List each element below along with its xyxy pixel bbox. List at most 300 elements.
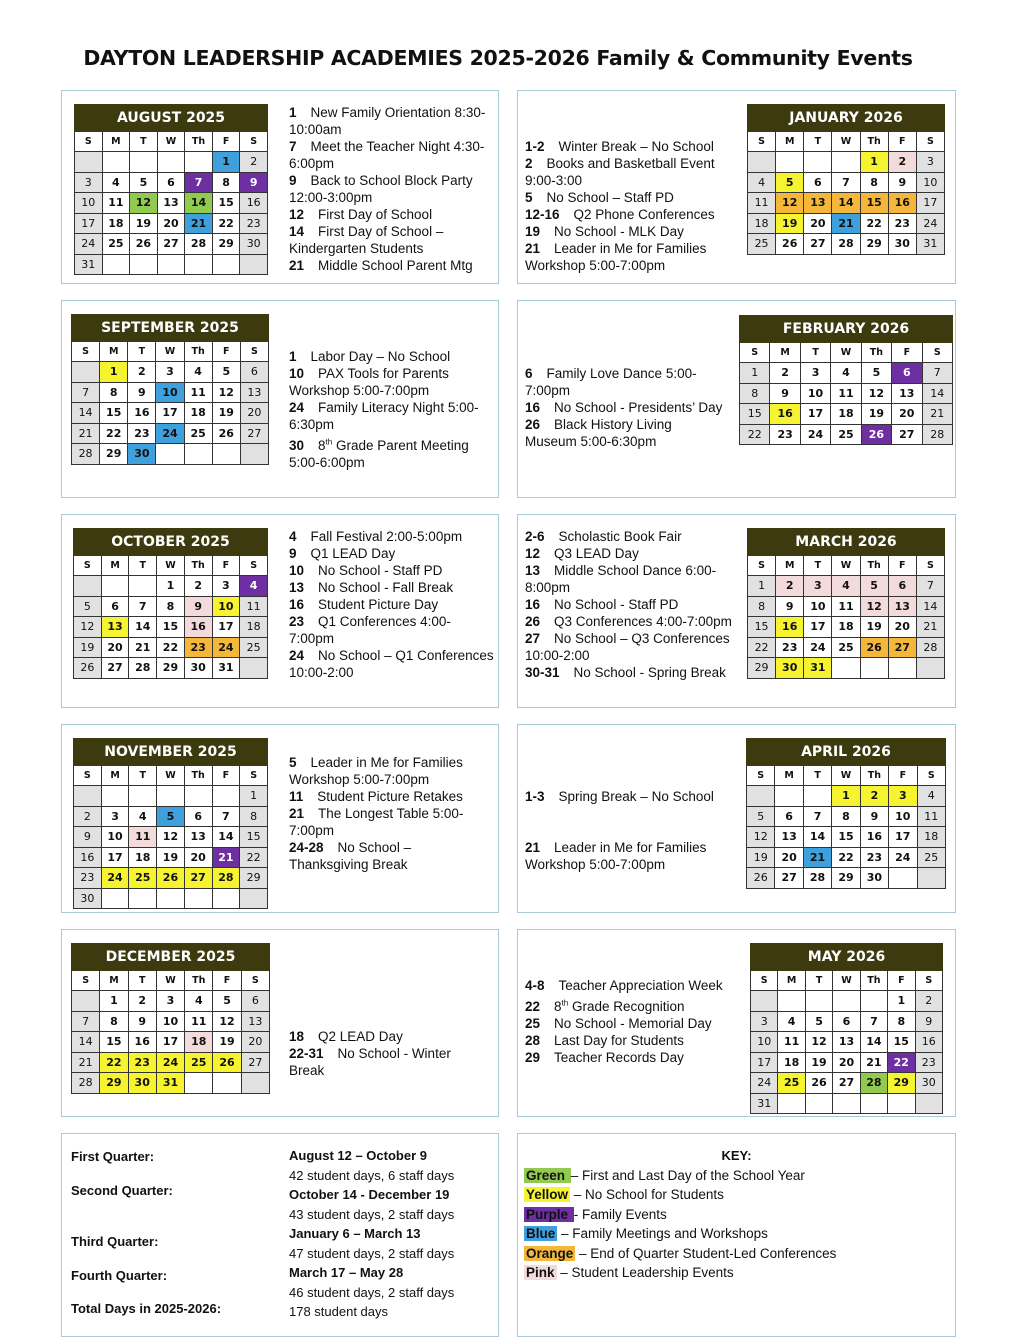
empty-cell	[212, 786, 240, 807]
day-cell: 1	[832, 786, 860, 807]
event-date: 27	[525, 631, 541, 646]
day-cell: 17	[212, 617, 240, 638]
empty-cell	[101, 786, 129, 807]
event-date: 2-6	[525, 529, 545, 544]
event-text: No School - MLK Day	[554, 224, 684, 239]
event-item	[289, 613, 494, 647]
day-cell: 1	[240, 786, 268, 807]
day-cell: 18	[778, 1052, 805, 1073]
empty-cell	[184, 888, 212, 909]
weekday-label: T	[800, 343, 830, 363]
event-item	[525, 839, 740, 873]
event-text: Fall Festival 2:00-5:00pm	[310, 529, 463, 544]
day-cell: 14	[803, 827, 831, 848]
day-cell: 13	[241, 1011, 269, 1032]
event-item	[289, 1045, 479, 1079]
day-cell: 17	[804, 617, 832, 638]
day-cell: 4	[102, 172, 130, 193]
weekday-label: S	[740, 343, 770, 363]
event-date: 26	[525, 417, 541, 432]
day-cell: 14	[832, 193, 860, 214]
day-cell: 30	[128, 444, 156, 465]
event-item	[525, 416, 725, 450]
day-cell: 23	[860, 847, 888, 868]
event-text: No School - Memorial Day	[554, 1015, 712, 1031]
key-desc: - Family Events	[573, 1206, 667, 1222]
day-cell: 15	[740, 404, 770, 425]
quarter-days: 46 student days, 2 staff days	[289, 1284, 455, 1300]
day-cell: 16	[128, 1032, 156, 1053]
empty-cell	[185, 1073, 213, 1094]
empty-cell	[917, 868, 945, 889]
day-cell: 26	[157, 868, 185, 889]
event-text: Q2 Phone Conferences	[573, 207, 715, 222]
weekday-label: F	[212, 132, 240, 152]
key-desc: – Student Leadership Events	[556, 1265, 734, 1280]
empty-cell	[805, 1093, 832, 1114]
day-cell: 21	[860, 1052, 887, 1073]
day-cell: 8	[888, 1011, 915, 1032]
empty-cell	[240, 444, 268, 465]
day-cell: 29	[240, 868, 268, 889]
day-cell: 17	[800, 404, 830, 425]
day-cell: 27	[157, 234, 185, 255]
empty-cell	[157, 888, 185, 909]
day-cell: 26	[860, 637, 888, 658]
day-cell: 24	[156, 423, 184, 444]
key-swatch: Blue	[526, 1226, 556, 1241]
day-cell: 16	[128, 403, 156, 424]
event-item	[525, 138, 735, 155]
event-text: Family Love Dance 5:00-7:00pm	[525, 366, 697, 398]
quarter-label: First Quarter:	[71, 1149, 155, 1164]
event-date: 6	[525, 366, 533, 381]
weekday-label: W	[832, 556, 860, 576]
weekday-label: W	[156, 971, 184, 991]
empty-cell	[213, 1073, 241, 1094]
day-cell: 2	[128, 362, 156, 383]
day-cell: 26	[213, 1052, 241, 1073]
day-cell: 13	[888, 596, 916, 617]
event-item	[525, 206, 735, 223]
event-text: Leader in Me for Families Workshop 5:00-7:00pm	[525, 840, 707, 872]
day-cell: 20	[833, 1052, 860, 1073]
day-cell: 1	[748, 576, 776, 597]
day-cell: 11	[748, 193, 776, 214]
day-cell: 18	[917, 827, 945, 848]
day-cell: 14	[922, 383, 952, 404]
day-cell: 2	[240, 152, 268, 173]
day-cell: 9	[770, 383, 800, 404]
day-cell: 5	[213, 991, 241, 1012]
quarter-values	[289, 1146, 489, 1322]
event-text: Middle School Parent Mtg	[318, 258, 473, 273]
day-cell: 16	[74, 847, 102, 868]
event-date: 1	[289, 349, 297, 364]
day-cell: 25	[778, 1073, 805, 1094]
events-november	[289, 754, 494, 873]
event-text: No School - Staff PD	[318, 563, 443, 578]
event-text: Books and Basketball Event 9:00-3:00	[525, 156, 715, 188]
day-cell: 15	[100, 403, 128, 424]
day-cell: 23	[74, 868, 102, 889]
weekday-label: W	[157, 132, 185, 152]
weekday-label: S	[74, 766, 102, 786]
day-cell: 11	[129, 827, 157, 848]
empty-cell	[102, 254, 130, 275]
day-cell: 8	[100, 1011, 128, 1032]
empty-cell	[102, 152, 130, 173]
weekday-label: M	[102, 132, 130, 152]
weekday-label: F	[892, 343, 922, 363]
weekday-label: Th	[860, 766, 888, 786]
calendar-august	[74, 104, 268, 275]
quarter-days: 178 student days	[289, 1304, 389, 1319]
month-name: SEPTEMBER 2025	[72, 315, 269, 342]
event-text: Family Literacy Night 5:00-6:30pm	[289, 400, 479, 432]
weekday-label: M	[100, 971, 128, 991]
day-cell: 9	[915, 1011, 942, 1032]
day-cell: 29	[100, 1073, 128, 1094]
event-item	[525, 399, 725, 416]
day-cell: 24	[800, 424, 830, 445]
event-item	[525, 596, 740, 613]
weekday-label: M	[776, 556, 804, 576]
quarter-days: 42 student days, 6 staff days	[289, 1167, 455, 1183]
event-date: 1-2	[525, 139, 545, 154]
event-date: 13	[525, 563, 541, 578]
day-cell: 17	[75, 213, 103, 234]
day-cell: 5	[861, 363, 891, 384]
day-cell: 22	[240, 847, 268, 868]
event-date: 21	[525, 840, 541, 855]
page-title: DAYTON LEADERSHIP ACADEMIES 2025-2026 Family & Community Events	[83, 46, 913, 70]
event-text: No School - Staff PD	[554, 597, 679, 612]
day-cell: 12	[861, 383, 891, 404]
day-cell: 1	[860, 152, 888, 173]
event-date: 30	[289, 437, 305, 453]
day-cell: 9	[74, 827, 102, 848]
empty-cell	[803, 786, 831, 807]
day-cell: 16	[776, 617, 804, 638]
event-item	[525, 528, 740, 545]
weekday-label: S	[748, 556, 776, 576]
day-cell: 24	[212, 637, 240, 658]
day-cell: 7	[922, 363, 952, 384]
event-item	[525, 977, 735, 994]
day-cell: 22	[212, 213, 240, 234]
empty-cell	[889, 868, 917, 889]
day-cell: 18	[129, 847, 157, 868]
empty-cell	[833, 1093, 860, 1114]
calendar-january	[747, 104, 945, 255]
event-date: 12	[289, 207, 305, 222]
event-item	[289, 206, 489, 223]
event-text: Leader in Me for Families Workshop 5:00-7:00pm	[289, 755, 463, 787]
day-cell: 7	[803, 806, 831, 827]
event-text: 8th Grade Parent Meeting 5:00-6:00pm	[289, 437, 469, 470]
day-cell: 10	[156, 1011, 184, 1032]
day-cell: 19	[212, 403, 240, 424]
day-cell: 21	[185, 213, 213, 234]
event-date: 4-8	[525, 978, 545, 993]
day-cell: 8	[860, 172, 888, 193]
event-date: 5	[525, 190, 533, 205]
event-text: Spring Break – No School	[558, 789, 714, 804]
color-key	[524, 1146, 949, 1283]
events-september	[289, 348, 494, 471]
day-cell: 13	[775, 827, 803, 848]
day-cell: 1	[100, 362, 128, 383]
event-item	[289, 579, 494, 596]
event-text: Labor Day – No School	[310, 349, 451, 364]
day-cell: 20	[240, 403, 268, 424]
empty-cell	[778, 1093, 805, 1114]
day-cell: 21	[72, 423, 100, 444]
event-date: 10	[289, 563, 305, 578]
day-cell: 14	[916, 596, 944, 617]
day-cell: 25	[185, 1052, 213, 1073]
events-january	[525, 138, 735, 274]
day-cell: 31	[916, 234, 944, 255]
day-cell: 30	[888, 234, 916, 255]
day-cell: 23	[888, 213, 916, 234]
event-date: 4	[289, 529, 297, 544]
day-cell: 5	[74, 596, 102, 617]
day-cell: 11	[240, 596, 268, 617]
day-cell: 29	[860, 234, 888, 255]
weekday-label: F	[889, 766, 917, 786]
day-cell: 18	[184, 403, 212, 424]
empty-cell	[156, 444, 184, 465]
day-cell: 24	[804, 637, 832, 658]
day-cell: 2	[915, 991, 942, 1012]
weekday-label: Th	[860, 971, 887, 991]
empty-cell	[157, 152, 185, 173]
day-cell: 19	[805, 1052, 832, 1073]
day-cell: 26	[776, 234, 804, 255]
key-item	[524, 1205, 949, 1225]
empty-cell	[915, 1093, 942, 1114]
event-text: Q1 Conferences 4:00-7:00pm	[289, 614, 451, 646]
event-date: 26	[525, 614, 541, 629]
weekday-label: T	[130, 132, 158, 152]
day-cell: 17	[916, 193, 944, 214]
empty-cell	[185, 152, 213, 173]
key-swatch: Orange	[526, 1245, 574, 1261]
day-cell: 8	[748, 596, 776, 617]
weekday-label: W	[832, 766, 860, 786]
weekday-label: S	[240, 766, 268, 786]
day-cell: 25	[917, 847, 945, 868]
event-item	[289, 545, 494, 562]
weekday-label: T	[128, 971, 156, 991]
day-cell: 23	[915, 1052, 942, 1073]
empty-cell	[184, 444, 212, 465]
empty-cell	[860, 1093, 887, 1114]
day-cell: 5	[860, 576, 888, 597]
day-cell: 18	[748, 213, 776, 234]
event-text: Leader in Me for Families Workshop 5:00-7:00pm	[525, 241, 707, 273]
day-cell: 18	[185, 1032, 213, 1053]
day-cell: 29	[100, 444, 128, 465]
event-date: 2	[525, 156, 533, 171]
day-cell: 27	[775, 868, 803, 889]
event-item	[525, 365, 725, 399]
day-cell: 2	[74, 806, 102, 827]
day-cell: 23	[128, 423, 156, 444]
weekday-label: Th	[860, 556, 888, 576]
key-desc: – Family Meetings and Workshops	[557, 1226, 768, 1241]
event-spacer	[525, 805, 740, 839]
event-date: 21	[525, 241, 541, 256]
day-cell: 6	[240, 362, 268, 383]
day-cell: 4	[778, 1011, 805, 1032]
day-cell: 31	[156, 1073, 184, 1094]
event-text: Q3 LEAD Day	[554, 546, 639, 561]
empty-cell	[129, 786, 157, 807]
weekday-label: F	[888, 556, 916, 576]
day-cell: 2	[128, 991, 156, 1012]
day-cell: 1	[740, 363, 770, 384]
event-date: 21	[289, 258, 305, 273]
day-cell: 9	[860, 806, 888, 827]
day-cell: 15	[240, 827, 268, 848]
day-cell: 23	[776, 637, 804, 658]
events-may	[525, 977, 735, 1066]
day-cell: 22	[860, 213, 888, 234]
day-cell: 15	[832, 827, 860, 848]
day-cell: 26	[130, 234, 158, 255]
day-cell: 29	[832, 868, 860, 889]
event-item	[525, 613, 740, 630]
day-cell: 6	[241, 991, 269, 1012]
day-cell: 28	[129, 658, 157, 679]
day-cell: 24	[916, 213, 944, 234]
day-cell: 19	[130, 213, 158, 234]
month-name: APRIL 2026	[747, 739, 946, 766]
day-cell: 30	[860, 868, 888, 889]
event-text: Black History Living Museum 5:00-6:30pm	[525, 417, 672, 449]
event-date: 14	[289, 224, 305, 239]
event-date: 16	[525, 400, 541, 415]
day-cell: 28	[916, 637, 944, 658]
event-date: 25	[525, 1015, 541, 1031]
event-text: No School – Thanksgiving Break	[289, 840, 412, 872]
empty-cell	[130, 152, 158, 173]
weekday-label: S	[915, 971, 942, 991]
day-cell: 28	[212, 868, 240, 889]
day-cell: 22	[100, 1052, 128, 1073]
weekday-label: W	[832, 132, 860, 152]
event-text: No School – Q1 Conferences 10:00-2:00	[289, 648, 494, 680]
event-item	[289, 138, 489, 172]
day-cell: 25	[240, 637, 268, 658]
event-date: 19	[525, 224, 541, 239]
day-cell: 2	[888, 152, 916, 173]
day-cell: 7	[212, 806, 240, 827]
day-cell: 22	[157, 637, 185, 658]
event-text: No School – Q3 Conferences 10:00-2:00	[525, 631, 730, 663]
weekday-label: S	[240, 342, 268, 362]
weekday-label: W	[157, 766, 185, 786]
event-text: PAX Tools for Parents Workshop 5:00-7:00pm	[289, 366, 449, 398]
event-item	[525, 223, 735, 240]
empty-cell	[888, 1093, 915, 1114]
day-cell: 11	[184, 382, 212, 403]
quarter-days: 47 student days, 2 staff days	[289, 1245, 455, 1261]
day-cell: 13	[157, 193, 185, 214]
day-cell: 3	[156, 362, 184, 383]
empty-cell	[775, 786, 803, 807]
quarter-label: Total Days in 2025-2026:	[71, 1301, 222, 1316]
weekday-label: M	[100, 342, 128, 362]
day-cell: 26	[212, 423, 240, 444]
key-item	[524, 1244, 949, 1264]
event-date: 29	[525, 1049, 541, 1065]
key-item	[524, 1166, 949, 1186]
weekday-label: F	[212, 766, 240, 786]
day-cell: 12	[776, 193, 804, 214]
event-item	[289, 223, 489, 257]
event-date: 1	[289, 105, 297, 120]
event-date: 13	[289, 580, 305, 595]
day-cell: 11	[917, 806, 945, 827]
key-swatch: Yellow	[526, 1187, 569, 1202]
day-cell: 3	[916, 152, 944, 173]
weekday-label: S	[747, 766, 775, 786]
calendar-march	[747, 528, 945, 679]
day-cell: 27	[833, 1073, 860, 1094]
event-text: No School - Winter Break	[289, 1046, 451, 1078]
event-date: 24-28	[289, 840, 324, 855]
day-cell: 25	[832, 637, 860, 658]
empty-cell	[101, 888, 129, 909]
event-date: 10	[289, 366, 305, 381]
weekday-label: T	[129, 766, 157, 786]
day-cell: 5	[747, 806, 775, 827]
day-cell: 12	[74, 617, 102, 638]
empty-cell	[832, 152, 860, 173]
day-cell: 4	[185, 991, 213, 1012]
event-item	[289, 433, 494, 471]
empty-cell	[185, 254, 213, 275]
day-cell: 22	[740, 424, 770, 445]
day-cell: 15	[748, 617, 776, 638]
day-cell: 12	[212, 382, 240, 403]
day-cell: 6	[833, 1011, 860, 1032]
day-cell: 21	[129, 637, 157, 658]
empty-cell	[860, 658, 888, 679]
day-cell: 16	[184, 617, 212, 638]
day-cell: 23	[770, 424, 800, 445]
day-cell: 9	[184, 596, 212, 617]
event-item	[289, 365, 494, 399]
empty-cell	[184, 786, 212, 807]
day-cell: 5	[130, 172, 158, 193]
event-text: Last Day for Students	[554, 1032, 684, 1048]
day-cell: 25	[102, 234, 130, 255]
day-cell: 10	[212, 596, 240, 617]
day-cell: 12	[805, 1032, 832, 1053]
day-cell: 19	[213, 1032, 241, 1053]
event-date: 12-16	[525, 207, 560, 222]
day-cell: 27	[241, 1052, 269, 1073]
event-text: New Family Orientation 8:30-10:00am	[289, 105, 486, 137]
day-cell: 3	[75, 172, 103, 193]
day-cell: 5	[157, 806, 185, 827]
quarter-label: Fourth Quarter:	[71, 1268, 168, 1283]
